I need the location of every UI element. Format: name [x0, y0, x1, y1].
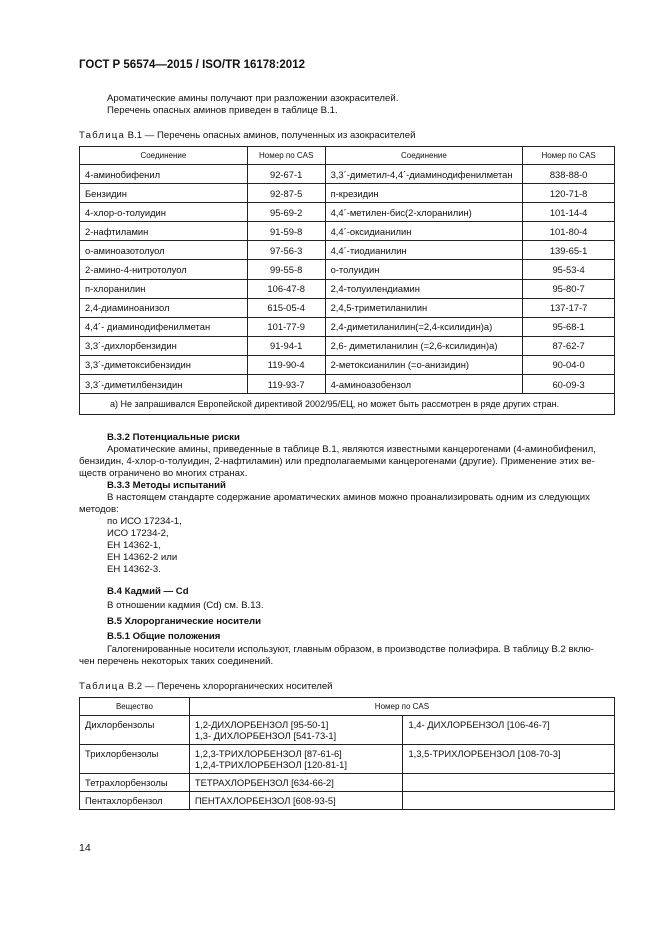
substance-cell: Пентахлорбензол [80, 792, 190, 810]
section-b5-title: В.5 Хлорорганические носители [107, 616, 262, 627]
cas-number-cell: 92-87-5 [247, 184, 325, 203]
table2-body [80, 716, 615, 810]
table-row [80, 241, 615, 260]
table-row [80, 336, 615, 355]
table-row [80, 745, 615, 774]
substance-cell: Тетрахлорбензолы [80, 774, 190, 792]
compound-cell: 2,4-диаминоанизол [80, 298, 248, 317]
cas-number-cell: 838-88-0 [523, 165, 615, 184]
section-b33-method-3: ЕН 14362-1, [107, 540, 161, 551]
cas-list-cell [403, 792, 615, 810]
section-b32-line-1: Ароматические амины, приведенные в таблице В.1, являются известными канцерогенами (4-аминобифенил, [107, 444, 596, 455]
compound-cell: о-толуидин [325, 260, 523, 279]
cas-number-cell: 139-65-1 [523, 241, 615, 260]
cas-entry: ТЕТРАХЛОРБЕНЗОЛ [634-66-2] [194, 777, 334, 788]
table2-caption-label: Таблица [79, 681, 126, 692]
cas-entry: 1,2,4-ТРИХЛОРБЕНЗОЛ [120-81-1] [194, 759, 347, 770]
cas-number-cell: 101-14-4 [523, 203, 615, 222]
table-row [80, 774, 615, 792]
table-row [80, 792, 615, 810]
table2-caption [79, 681, 333, 693]
compound-cell: 3,3´-диметоксибензидин [80, 355, 248, 374]
section-b33-method-1: по ИСО 17234-1, [107, 516, 182, 527]
document-header: ГОСТ Р 56574—2015 / ISO/TR 16178:2012 [79, 59, 305, 71]
cas-entry: 1,4- ДИХЛОРБЕНЗОЛ [106-46-7] [408, 719, 550, 730]
cas-number-cell: 106-47-8 [247, 279, 325, 298]
section-b33-line-2: методов: [79, 504, 119, 515]
table-footnote-row [80, 394, 615, 415]
table-row [80, 260, 615, 279]
table1-caption-text: В.1 — Перечень опасных аминов, полученных из азокрасителей [125, 130, 416, 141]
section-b32-line-2: бензидин, 4-хлор-о-толуидин, 2-нафтиламин) или предполагаемыми канцерогенами (другие). Применение этих ве- [79, 456, 595, 467]
cas-number-cell: 91-94-1 [247, 336, 325, 355]
table-chloroorganic-carriers [79, 697, 615, 810]
section-b4-text: В отношении кадмия (Cd) см. В.13. [107, 600, 264, 611]
compound-cell: 2-метоксианилин (=о-анизидин) [325, 355, 523, 374]
compound-cell: 2,6- диметиланилин (=2,6-ксилидин)а) [325, 336, 523, 355]
compound-cell: о-аминоазотолуол [80, 241, 248, 260]
compound-cell: 4,4´-тиодианилин [325, 241, 523, 260]
cas-number-cell: 137-17-7 [523, 298, 615, 317]
cas-number-cell: 101-80-4 [523, 222, 615, 241]
cas-number-cell: 95-53-4 [523, 260, 615, 279]
cas-entry: 1,2-ДИХЛОРБЕНЗОЛ [95-50-1] [194, 719, 329, 730]
intro-line-1: Ароматические амины получают при разложении азокрасителей. [107, 93, 399, 104]
compound-cell: 2,4-диметиланилин(=2,4-ксилидин)а) [325, 317, 523, 336]
substance-cell: Дихлорбензолы [80, 716, 190, 745]
table2-header-substance: Вещество [80, 698, 190, 716]
cas-list-cell [189, 792, 403, 810]
table2-caption-text: В.2 — Перечень хлорорганических носителей [125, 681, 333, 692]
compound-cell: 4,4´-оксидианилин [325, 222, 523, 241]
page-number: 14 [79, 842, 91, 854]
cas-list-cell [189, 745, 403, 774]
section-b51-title: В.5.1 Общие положения [107, 631, 221, 642]
section-b51-line-1: Галогенированные носители используют, главным образом, в производстве полиэфира. В таблицу В.2 вклю- [107, 644, 594, 655]
cas-number-cell: 97-56-3 [247, 241, 325, 260]
compound-cell: 4,4´- диаминодифенилметан [80, 317, 248, 336]
cas-number-cell: 92-67-1 [247, 165, 325, 184]
compound-cell: 3,3´-диметилбензидин [80, 375, 248, 394]
section-b33-title: В.3.3 Методы испытаний [107, 480, 226, 491]
table1-header-cas-1: Номер по CAS [247, 147, 325, 165]
compound-cell: 4,4´-метилен-бис(2-хлоранилин) [325, 203, 523, 222]
cas-number-cell: 101-77-9 [247, 317, 325, 336]
cas-number-cell: 95-68-1 [523, 317, 615, 336]
table2-header-cas: Номер по CAS [189, 698, 614, 716]
cas-entry: 1,3- ДИХЛОРБЕНЗОЛ [541-73-1] [194, 730, 337, 741]
section-b32-line-3: ществ ограничено во многих странах. [79, 468, 248, 479]
cas-number-cell: 90-04-0 [523, 355, 615, 374]
compound-cell: 2,4-толуилендиамин [325, 279, 523, 298]
cas-entry: ПЕНТАХЛОРБЕНЗОЛ [608-93-5] [194, 795, 336, 806]
compound-cell: 3,3´-диметил-4,4´-диаминодифенилметан [325, 165, 523, 184]
compound-cell: Бензидин [80, 184, 248, 203]
compound-cell: п-хлоранилин [80, 279, 248, 298]
cas-number-cell: 615-05-4 [247, 298, 325, 317]
table-row [80, 375, 615, 394]
section-b33-line-1: В настоящем стандарте содержание ароматических аминов можно проанализировать одним из следующих [107, 492, 590, 503]
table-row [80, 279, 615, 298]
compound-cell: 2-нафтиламин [80, 222, 248, 241]
table-row [80, 184, 615, 203]
compound-cell: 4-аминобифенил [80, 165, 248, 184]
substance-cell: Трихлорбензолы [80, 745, 190, 774]
cas-list-cell [403, 745, 615, 774]
cas-number-cell: 91-59-8 [247, 222, 325, 241]
compound-cell: 2-амино-4-нитротолуол [80, 260, 248, 279]
table-hazardous-amines [79, 146, 615, 415]
compound-cell: 4-аминоазобензол [325, 375, 523, 394]
cas-number-cell: 120-71-8 [523, 184, 615, 203]
section-b32-title: В.3.2 Потенциальные риски [107, 432, 240, 443]
cas-number-cell: 95-69-2 [247, 203, 325, 222]
compound-cell: п-крезидин [325, 184, 523, 203]
table-row [80, 716, 615, 745]
cas-number-cell: 87-62-7 [523, 336, 615, 355]
table-footnote: а) Не запрашивался Европейской директивой 2002/95/ЕЦ, но может быть рассмотрен в ряде других стран. [80, 394, 615, 415]
section-b33-method-5: ЕН 14362-3. [107, 564, 161, 575]
cas-list-cell [403, 716, 615, 745]
cas-list-cell [189, 774, 403, 792]
intro-line-2: Перечень опасных аминов приведен в таблице В.1. [107, 105, 338, 116]
table1-header-cas-2: Номер по CAS [523, 147, 615, 165]
table1-header-compound-2: Соединение [325, 147, 523, 165]
cas-entry: 1,2,3-ТРИХЛОРБЕНЗОЛ [87-61-6] [194, 748, 342, 759]
table-row [80, 203, 615, 222]
cas-list-cell [189, 716, 403, 745]
table1-body [80, 165, 615, 415]
cas-number-cell: 119-90-4 [247, 355, 325, 374]
compound-cell: 4-хлор-о-толуидин [80, 203, 248, 222]
table-row [80, 298, 615, 317]
table-row [80, 222, 615, 241]
section-b51-line-2: чен перечень некоторых таких соединений. [79, 656, 274, 667]
cas-entry: 1,3,5-ТРИХЛОРБЕНЗОЛ [108-70-3] [408, 748, 561, 759]
table1-header-compound-1: Соединение [80, 147, 248, 165]
compound-cell: 2,4,5-триметиланилин [325, 298, 523, 317]
cas-number-cell: 60-09-3 [523, 375, 615, 394]
table1-caption-label: Таблица [79, 130, 126, 141]
table-row [80, 355, 615, 374]
cas-number-cell: 99-55-8 [247, 260, 325, 279]
table-row [80, 317, 615, 336]
section-b4-title: В.4 Кадмий — Cd [107, 586, 189, 597]
cas-number-cell: 119-93-7 [247, 375, 325, 394]
section-b33-method-2: ИСО 17234-2, [107, 528, 169, 539]
compound-cell: 3,3´-дихлорбензидин [80, 336, 248, 355]
cas-list-cell [403, 774, 615, 792]
table1-caption [79, 130, 415, 142]
section-b33-method-4: ЕН 14362-2 или [107, 552, 178, 563]
table-row [80, 165, 615, 184]
cas-number-cell: 95-80-7 [523, 279, 615, 298]
